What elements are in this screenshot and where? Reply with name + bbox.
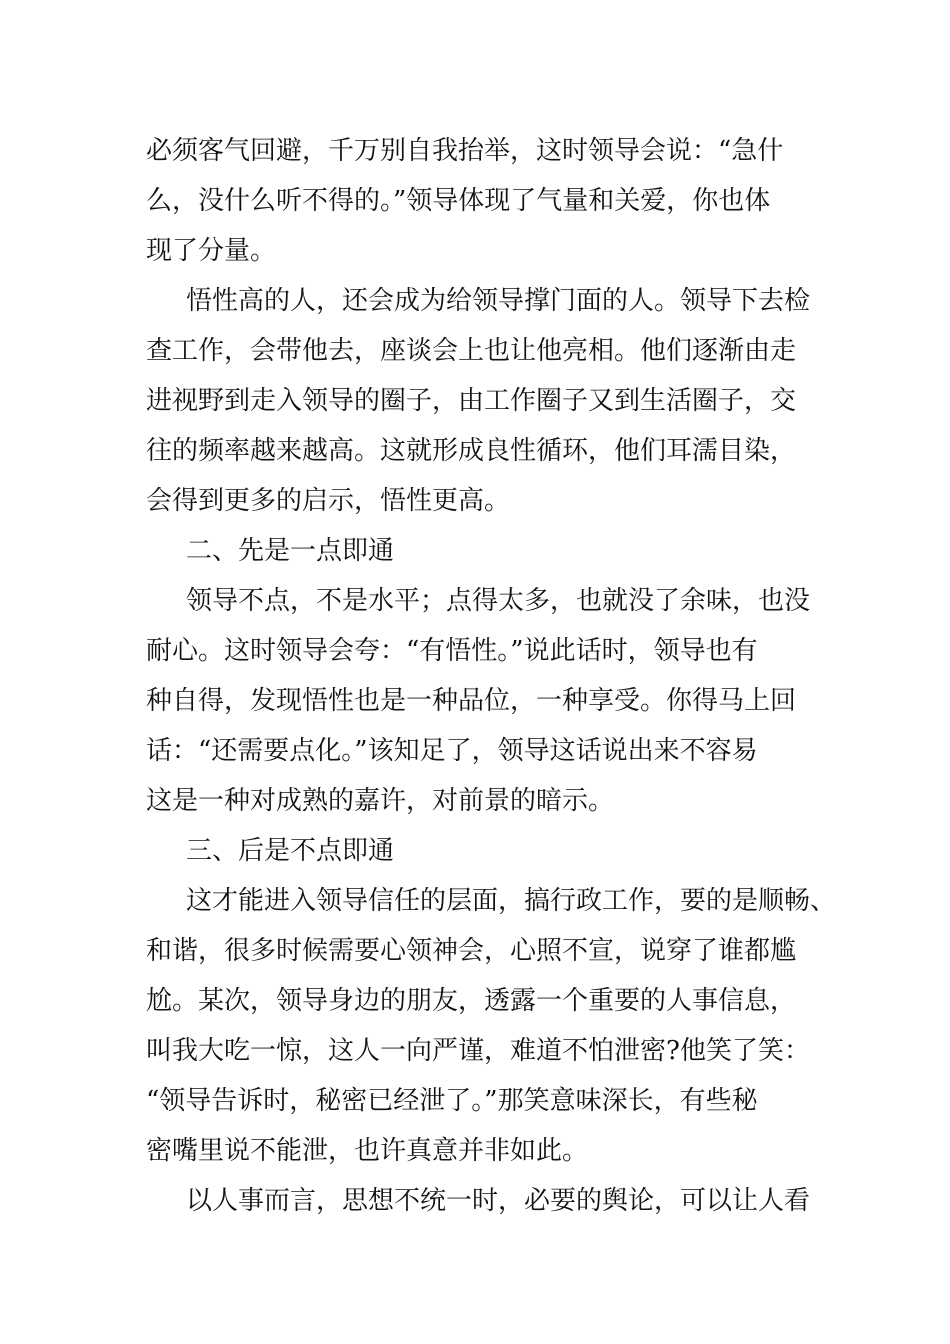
text-line: 叫我大吃一惊，这人一向严谨，难道不怕泄密?他笑了笑： xyxy=(146,1036,810,1066)
paragraph-first-line: 以人事而言，思想不统一时，必要的舆论，可以让人看 xyxy=(186,1186,811,1216)
section-heading: 二、先是一点即通 xyxy=(186,536,395,566)
text-line: “领导告诉时，秘密已经泄了。”那笑意味深长，有些秘 xyxy=(146,1086,758,1116)
text-line: 进视野到走入领导的圈子，由工作圈子又到生活圈子，交 xyxy=(146,386,797,416)
text-line: 会得到更多的启示，悟性更高。 xyxy=(146,486,511,516)
text-line: 尬。某次，领导身边的朋友，透露一个重要的人事信息， xyxy=(146,986,797,1016)
text-line: 话：“还需要点化。”该知足了，领导这话说出来不容易 xyxy=(146,736,758,766)
paragraph-first-line: 悟性高的人，还会成为给领导撑门面的人。领导下去检 xyxy=(186,286,811,316)
text-line: 和谐，很多时候需要心领神会，心照不宣，说穿了谁都尴 xyxy=(146,936,797,966)
text-line: 查工作，会带他去，座谈会上也让他亮相。他们逐渐由走 xyxy=(146,336,797,366)
text-line: 现了分量。 xyxy=(146,236,277,266)
paragraph-first-line: 领导不点，不是水平；点得太多，也就没了余味，也没 xyxy=(186,586,811,616)
text-line: 必须客气回避，千万别自我抬举，这时领导会说：“急什 xyxy=(146,136,784,166)
text-line: 耐心。这时领导会夸：“有悟性。”说此话时，领导也有 xyxy=(146,636,758,666)
text-line: 密嘴里说不能泄，也许真意并非如此。 xyxy=(146,1136,589,1166)
text-line: 往的频率越来越高。这就形成良性循环，他们耳濡目染， xyxy=(146,436,797,466)
text-line: 这是一种对成熟的嘉许，对前景的暗示。 xyxy=(146,786,615,816)
text-line: 种自得，发现悟性也是一种品位，一种享受。你得马上回 xyxy=(146,686,797,716)
text-line: 么，没什么听不得的。”领导体现了气量和关爱，你也体 xyxy=(146,186,771,216)
paragraph-first-line: 这才能进入领导信任的层面，搞行政工作，要的是顺畅、 xyxy=(186,886,837,916)
section-heading: 三、后是不点即通 xyxy=(186,836,395,866)
